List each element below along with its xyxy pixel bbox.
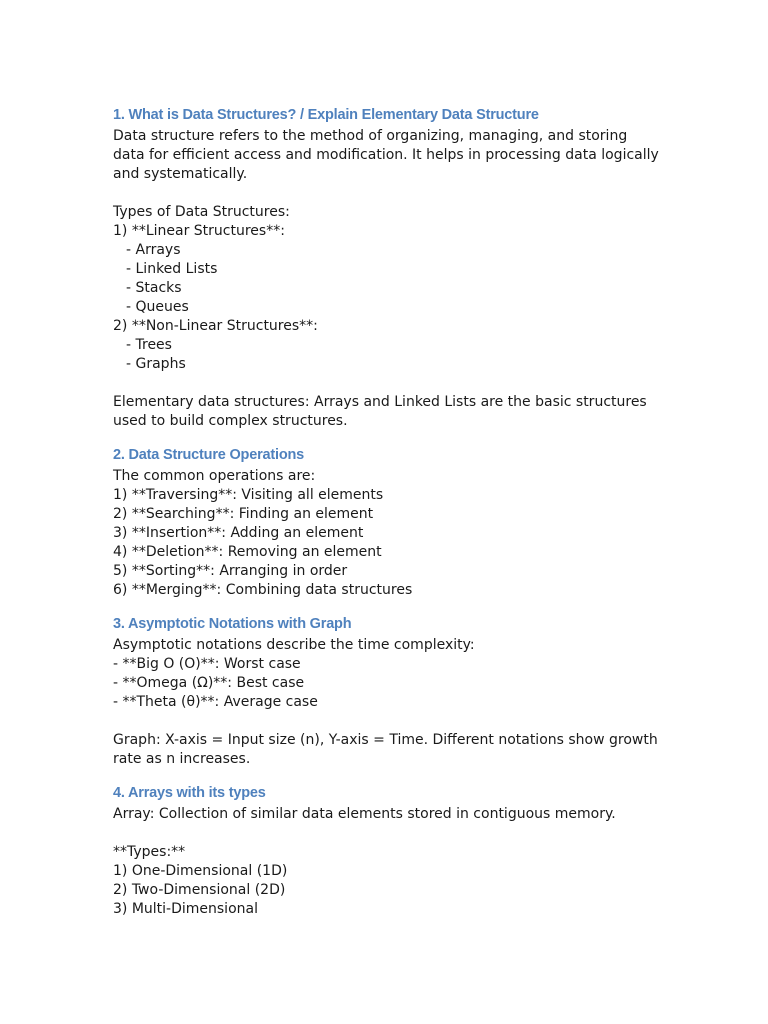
list-item: - **Theta (θ)**: Average case: [113, 694, 318, 710]
paragraph-line: used to build complex structures.: [113, 413, 348, 429]
section-what-is-data-structures: [113, 106, 673, 431]
list-subitem: - Queues: [126, 299, 189, 315]
section-gap: [113, 769, 673, 784]
list-item: 5) **Sorting**: Arranging in order: [113, 563, 348, 579]
document-page: [113, 106, 673, 919]
paragraph-line: Asymptotic notations describe the time complexity:: [113, 637, 475, 653]
section-heading: 3. Asymptotic Notations with Graph: [113, 616, 352, 632]
section-gap: [113, 431, 673, 446]
blank-line: [113, 374, 673, 393]
list-subitem: - Graphs: [126, 356, 186, 372]
section-heading: 4. Arrays with its types: [113, 785, 266, 801]
list-item: 1) **Linear Structures**:: [113, 223, 285, 239]
paragraph-line: Array: Collection of similar data elements stored in contiguous memory.: [113, 806, 616, 822]
blank-line: [113, 712, 673, 731]
list-subitem: - Arrays: [126, 242, 181, 258]
section-data-structure-operations: [113, 446, 673, 600]
list-subitem: - Linked Lists: [126, 261, 218, 277]
paragraph-line: Graph: X-axis = Input size (n), Y-axis = Time. Different notations show growth: [113, 732, 658, 748]
list-item: 6) **Merging**: Combining data structures: [113, 582, 413, 598]
list-item: - **Big O (O)**: Worst case: [113, 656, 301, 672]
list-item: 3) **Insertion**: Adding an element: [113, 525, 364, 541]
paragraph-line: Types of Data Structures:: [113, 204, 290, 220]
paragraph-line: data for efficient access and modification. It helps in processing data logically: [113, 147, 659, 163]
list-item: 2) **Non-Linear Structures**:: [113, 318, 318, 334]
list-item: 2) **Searching**: Finding an element: [113, 506, 374, 522]
paragraph-line: Data structure refers to the method of organizing, managing, and storing: [113, 128, 628, 144]
section-arrays-types: [113, 784, 673, 919]
paragraph-line: and systematically.: [113, 166, 248, 182]
list-item: 3) Multi-Dimensional: [113, 901, 258, 917]
list-subitem: - Trees: [126, 337, 172, 353]
paragraph-line: rate as n increases.: [113, 751, 251, 767]
paragraph-line: **Types:**: [113, 844, 186, 860]
list-item: 1) One-Dimensional (1D): [113, 863, 288, 879]
section-gap: [113, 600, 673, 615]
blank-line: [113, 824, 673, 843]
list-item: 2) Two-Dimensional (2D): [113, 882, 286, 898]
section-asymptotic-notations: [113, 615, 673, 769]
blank-line: [113, 184, 673, 203]
list-item: 4) **Deletion**: Removing an element: [113, 544, 382, 560]
section-heading: 1. What is Data Structures? / Explain Elementary Data Structure: [113, 107, 539, 123]
section-heading: 2. Data Structure Operations: [113, 447, 305, 463]
paragraph-line: The common operations are:: [113, 468, 316, 484]
list-item: - **Omega (Ω)**: Best case: [113, 675, 305, 691]
paragraph-line: Elementary data structures: Arrays and Linked Lists are the basic structures: [113, 394, 647, 410]
list-subitem: - Stacks: [126, 280, 182, 296]
list-item: 1) **Traversing**: Visiting all elements: [113, 487, 384, 503]
